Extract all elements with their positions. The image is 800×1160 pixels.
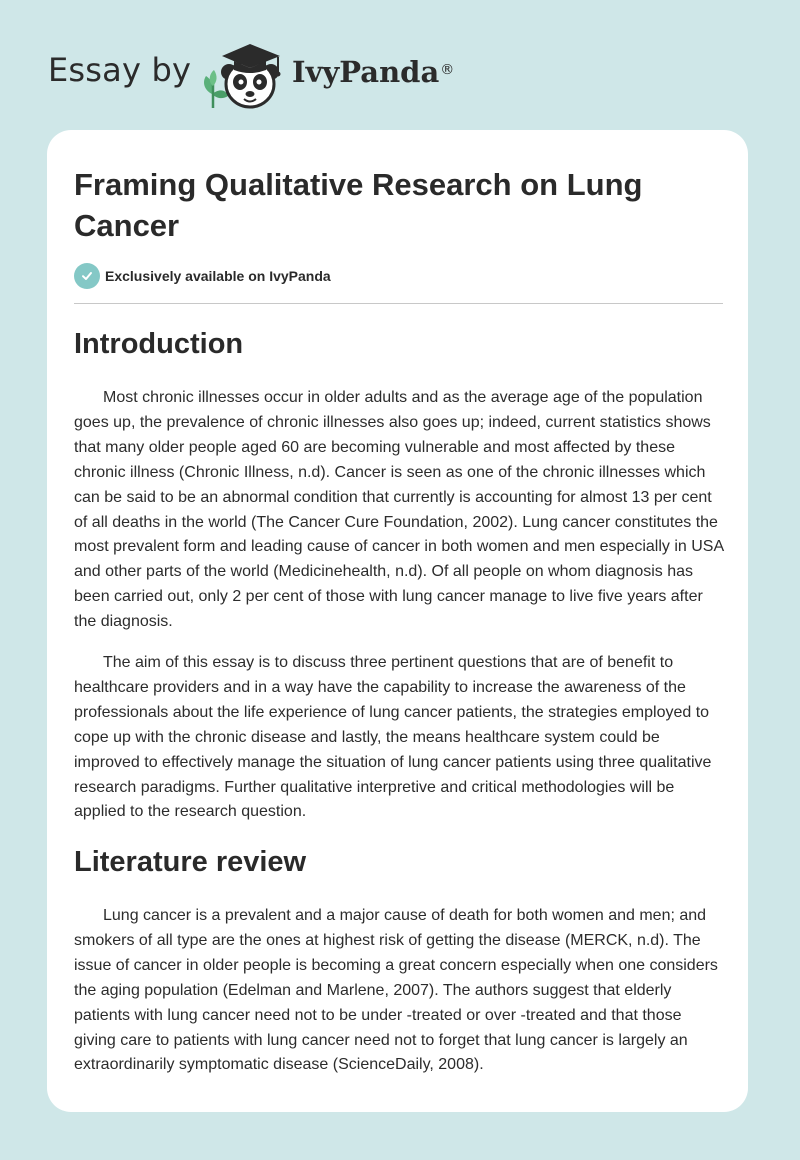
registered-mark: ® xyxy=(440,62,455,78)
paragraph: Lung cancer is a prevalent and a major cause of death for both women and men; and smokers of all type are the ones at highest risk of getting the disease (MERCK, n.d). The issue of cancer in older people is becoming a great concern especially when one considers the aging population (Edelman and Marlene, 2007). The authors suggest that elderly patients with lung cancer need not to be under -treated or over -treated and that those giving care to patients with lung cancer need not to forget that lung cancer is largely an extraordinarily symptomatic disease (ScienceDaily, 2008). xyxy=(74,907,718,1074)
section-heading-literature-review: Literature review xyxy=(74,846,307,878)
article-card xyxy=(47,130,748,1112)
exclusive-badge xyxy=(74,263,331,289)
paragraph: Most chronic illnesses occur in older adults and as the average age of the population goes up, the prevalence of chronic illnesses also goes up; indeed, current statistics shows that many older people aged 60 are becoming vulnerable and most affected by these chronic illness (Chronic Illness, n.d). Cancer is seen as one of the chronic illnesses which can be said to be an abnormal condition that currently is accounting for almost 13 per cent of all deaths in the world (The Cancer Cure Foundation, 2002). Lung cancer constitutes the most prevalent form and leading cause of cancer in both women and men especially in USA and other parts of the world (Medicinehealth, n.d). Of all people on whom diagnosis has been carried out, only 2 per cent of those with lung cancer manage to live five years after the diagnosis. xyxy=(74,389,724,631)
section-heading-introduction: Introduction xyxy=(74,328,244,360)
brand-name-text: IvyPanda xyxy=(292,55,440,89)
brand-name[interactable] xyxy=(292,52,454,92)
paragraph: The aim of this essay is to discuss three pertinent questions that are of benefit to healthcare providers and in a way have the capability to increase the awareness of the professionals about the life experience of lung cancer patients, the strategies employed to cope up with the chronic disease and lastly, the means healthcare system could be improved to effectively manage the situation of lung cancer patients using three qualitative research paradigms. Further qualitative interpretive and critical methodologies will be applied to the research question. xyxy=(74,654,712,821)
exclusive-badge-text: Exclusively available on IvyPanda xyxy=(105,268,331,284)
panda-graduate-logo-icon[interactable] xyxy=(200,34,290,110)
brand-prefix: Essay by xyxy=(48,51,192,89)
check-circle-icon xyxy=(74,263,100,289)
site-header xyxy=(0,0,800,130)
title-divider xyxy=(74,303,723,304)
article-title: Framing Qualitative Research on Lung Cancer xyxy=(74,167,643,243)
